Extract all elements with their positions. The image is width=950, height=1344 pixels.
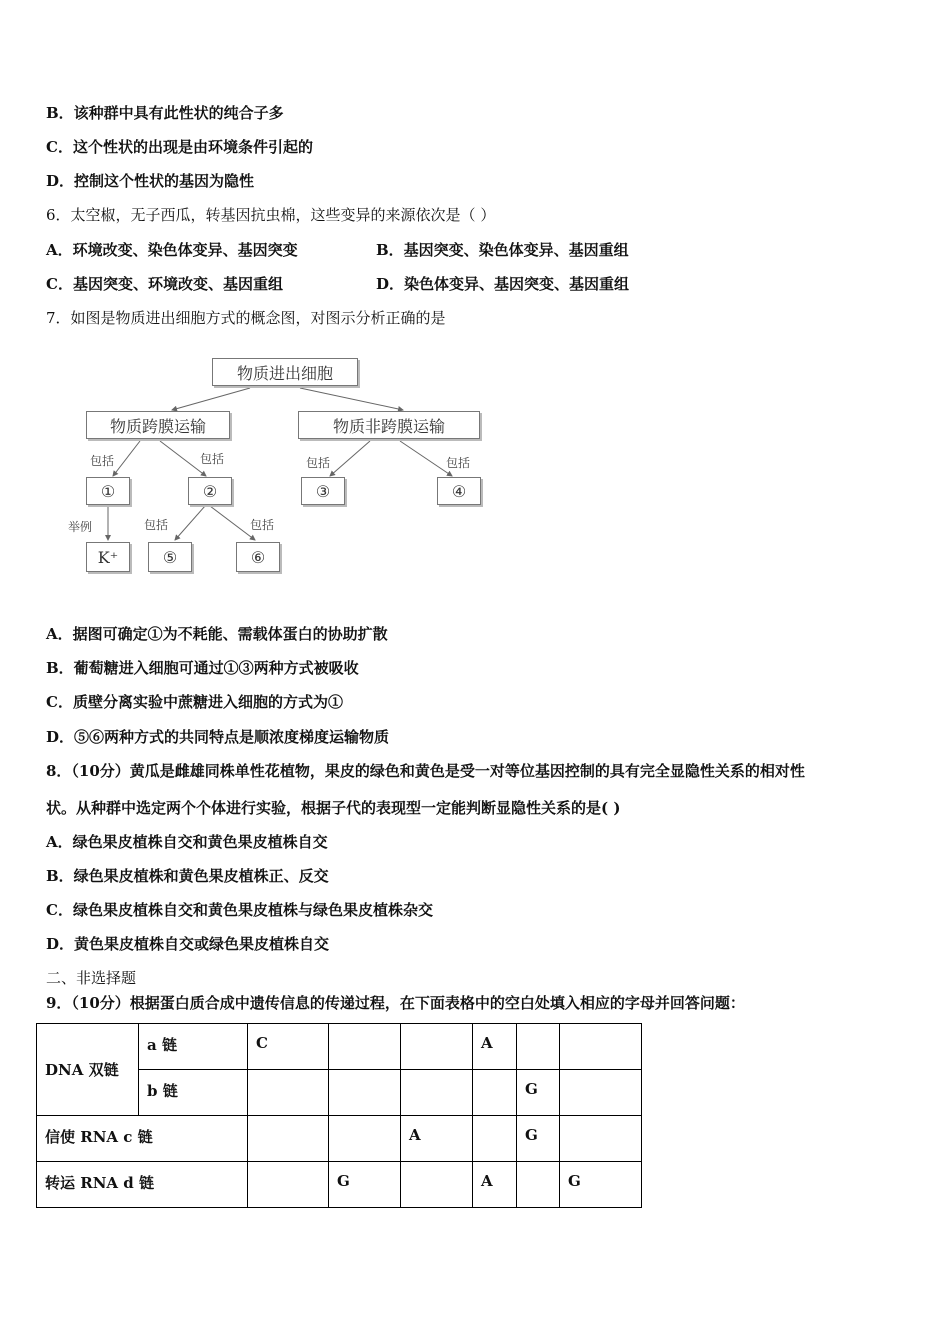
q6-option-a: A．环境改变、染色体变异、基因突变: [46, 241, 298, 259]
section-heading: 二、非选择题: [46, 969, 137, 987]
table-cell[interactable]: [401, 1162, 473, 1208]
q7-option-b: B．葡萄糖进入细胞可通过①③两种方式被吸收: [46, 659, 359, 677]
table-cell[interactable]: [248, 1116, 329, 1162]
table-row: [37, 1162, 642, 1208]
table-cell[interactable]: [517, 1162, 560, 1208]
k-ion-box: K⁺: [86, 542, 130, 572]
transmembrane-box: 物质跨膜运输: [86, 411, 230, 439]
table-cell[interactable]: [517, 1024, 560, 1070]
node-5-box: ⑤: [148, 542, 192, 572]
table-cell[interactable]: G: [517, 1070, 560, 1116]
edge-label-example: 举例: [68, 520, 93, 534]
q8-stem-line1: 8．（10分）黄瓜是雌雄同株单性花植物，果皮的绿色和黄色是受一对等位基因控制的具有完全显隐性关系的相对性: [46, 762, 805, 780]
a-chain-label-cell: a 链: [139, 1024, 248, 1070]
b-chain-label-cell: b 链: [139, 1070, 248, 1116]
q5-option-c: C．这个性状的出现是由环境条件引起的: [46, 138, 313, 156]
q8-option-c: C．绿色果皮植株自交和黄色果皮植株与绿色果皮植株杂交: [46, 901, 433, 919]
q7-option-a: A．据图可确定①为不耗能、需载体蛋白的协助扩散: [46, 625, 388, 643]
d-chain-label-cell: 转运 RNA d 链: [37, 1162, 248, 1208]
q8-stem-line2: 状。从种群中选定两个个体进行实验，根据子代的表现型一定能判断显隐性关系的是( ): [46, 799, 621, 817]
table-cell[interactable]: G: [560, 1162, 642, 1208]
q5-option-d: D．控制这个性状的基因为隐性: [46, 172, 255, 190]
node-3-box: ③: [301, 477, 345, 505]
table-cell[interactable]: [329, 1070, 401, 1116]
table-cell[interactable]: [248, 1070, 329, 1116]
c-chain-label-cell: 信使 RNA c 链: [37, 1116, 248, 1162]
table-cell[interactable]: A: [473, 1024, 517, 1070]
q7-stem: 7．如图是物质进出细胞方式的概念图，对图示分析正确的是: [46, 309, 446, 327]
edge-label-include: 包括: [144, 518, 169, 532]
node-4-box: ④: [437, 477, 481, 505]
table-cell[interactable]: [401, 1024, 473, 1070]
q8-option-d: D．黄色果皮植株自交或绿色果皮植株自交: [46, 935, 330, 953]
node-1-box: ①: [86, 477, 130, 505]
q6-stem: 6．太空椒，无子西瓜，转基因抗虫棉，这些变异的来源依次是（ ）: [46, 206, 496, 224]
table-cell[interactable]: [473, 1070, 517, 1116]
edge-label-include: 包括: [250, 518, 275, 532]
root-box: 物质进出细胞: [212, 358, 358, 386]
table-cell[interactable]: G: [517, 1116, 560, 1162]
q5-option-b: B．该种群中具有此性状的纯合子多: [46, 104, 284, 122]
q8-option-b: B．绿色果皮植株和黄色果皮植株正、反交: [46, 867, 329, 885]
q6-option-c: C．基因突变、环境改变、基因重组: [46, 275, 283, 293]
table-cell[interactable]: [560, 1024, 642, 1070]
diagram-arrows: [0, 0, 950, 600]
table-cell[interactable]: [329, 1116, 401, 1162]
q7-option-c: C．质壁分离实验中蔗糖进入细胞的方式为①: [46, 693, 343, 711]
edge-label-include: 包括: [306, 456, 331, 470]
table-cell[interactable]: C: [248, 1024, 329, 1070]
node-2-box: ②: [188, 477, 232, 505]
q6-option-b: B．基因突变、染色体变异、基因重组: [376, 241, 629, 259]
dna-label-cell: DNA 双链: [37, 1024, 139, 1116]
q6-option-d: D．染色体变异、基因突变、基因重组: [376, 275, 630, 293]
edge-label-include: 包括: [200, 452, 225, 466]
non-transmembrane-box: 物质非跨膜运输: [298, 411, 480, 439]
table-row: [37, 1116, 642, 1162]
q9-stem: 9．（10分）根据蛋白质合成中遗传信息的传递过程，在下面表格中的空白处填入相应的字母并回答问题：: [46, 994, 745, 1012]
table-cell[interactable]: A: [473, 1162, 517, 1208]
q8-option-a: A．绿色果皮植株自交和黄色果皮植株自交: [46, 833, 328, 851]
table-cell[interactable]: G: [329, 1162, 401, 1208]
table-cell[interactable]: [473, 1116, 517, 1162]
table-row: [37, 1024, 642, 1070]
table-cell[interactable]: [329, 1024, 401, 1070]
edge-label-include: 包括: [90, 454, 115, 468]
table-cell[interactable]: A: [401, 1116, 473, 1162]
table-cell[interactable]: [248, 1162, 329, 1208]
genetic-info-table: [36, 1023, 642, 1208]
edge-label-include: 包括: [446, 456, 471, 470]
table-cell[interactable]: [560, 1070, 642, 1116]
table-cell[interactable]: [560, 1116, 642, 1162]
q7-option-d: D．⑤⑥两种方式的共同特点是顺浓度梯度运输物质: [46, 728, 390, 746]
node-6-box: ⑥: [236, 542, 280, 572]
table-cell[interactable]: [401, 1070, 473, 1116]
